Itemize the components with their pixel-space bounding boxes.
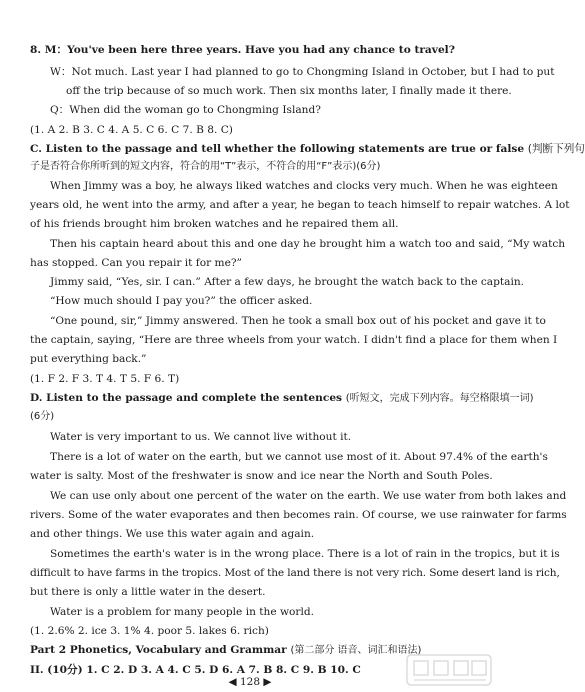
page-number-text: 128 xyxy=(239,676,261,688)
q8-w1: W：Not much. Last year I had planned to go to Chongming Island in October, but I had to put xyxy=(50,66,555,78)
sectionD-p3a: We can use only about one percent of the water on the earth. We use water from both lakes and xyxy=(50,490,567,502)
sectionC-p1b: years old, he went into the army, and after a year, he began to teach himself to repair watches. A lot xyxy=(30,199,570,211)
sectionC-title xyxy=(30,143,585,156)
part2-ii-text: II. (10分) 1. C 2. D 3. A 4. C 5. D 6. A 7. B 8. C 9. B 10. C xyxy=(30,664,361,676)
q8-m: 8. M：You've been here three years. Have you had any chance to travel? xyxy=(30,44,455,56)
sectionD-p4a: Sometimes the earth's water is in the wrong place. There is a lot of rain in the tropics, but it is xyxy=(50,548,560,560)
part2-title-en: Part 2 Phonetics, Vocabulary and Grammar xyxy=(30,644,287,656)
sectionC-p2a: Then his captain heard about this and one day he brought him a watch too and said, “My watch xyxy=(50,238,566,250)
sectionC-p5a: “One pound, sir,” Jimmy answered. Then he took a small box out of his pocket and gave it to xyxy=(50,315,546,327)
sectionD-p3c: and other things. We use this water again and again. xyxy=(30,528,315,540)
q8-w2: off the trip because of so much work. Then six months later, I finally made it there. xyxy=(66,85,512,97)
sectionD-p2a: There is a lot of water on the earth, but we cannot use most of it. About 97.4% of the earth's xyxy=(50,451,548,463)
sectionC-title-cn1: (判断下列句 xyxy=(527,143,585,155)
sectionC-p5c: put everything back.” xyxy=(30,353,147,365)
prev-arrow-icon: ◀ xyxy=(228,676,237,688)
sectionC-title-cn2: 子是否符合你所听到的短文内容，符合的用“T”表示，不符合的用“F”表示)(6分) xyxy=(30,161,381,172)
part2-title xyxy=(30,644,470,658)
sectionC-p4: “How much should I pay you?” the officer asked. xyxy=(50,295,313,307)
sectionD-title-cn: (听短文，完成下列内容。每空格限填一词) xyxy=(345,393,534,404)
sectionD-title-en: D. Listen to the passage and complete the sentences xyxy=(30,392,343,404)
sectionC-p1a: When Jimmy was a boy, he always liked watches and clocks very much. When he was eighteen xyxy=(50,180,558,192)
sectionC-p3: Jimmy said, “Yes, sir. I can.” After a few days, he brought the watch back to the captain. xyxy=(50,276,525,288)
sectionD-p1: Water is very important to us. We cannot live without it. xyxy=(50,431,352,443)
next-arrow-icon: ▶ xyxy=(263,676,272,688)
sectionD-p3b: rivers. Some of the water evaporates and then becomes rain. Of course, we use rainwater for farms xyxy=(30,509,567,521)
q8-q: Q：When did the woman go to Chongming Island? xyxy=(50,104,321,116)
sectionD-answers: (1. 2.6% 2. ice 3. 1% 4. poor 5. lakes 6. rich) xyxy=(30,625,269,637)
q8-answers: (1. A 2. B 3. C 4. A 5. C 6. C 7. B 8. C) xyxy=(30,124,233,136)
watermark-logo xyxy=(406,654,492,686)
sectionD-p4b: difficult to have farms in the tropics. Most of the land there is not very rich. Some desert land is rich, xyxy=(30,567,560,579)
sectionD-title xyxy=(30,392,534,406)
sectionD-p2b: water is salty. Most of the freshwater is snow and ice near the North and South Poles. xyxy=(30,470,493,482)
sectionC-p5b: the captain, saying, “Here are three wheels from your watch. I didn't find a place for them when I xyxy=(30,334,558,346)
sectionC-answers: (1. F 2. F 3. T 4. T 5. F 6. T) xyxy=(30,373,180,385)
part2-title-cn: (第二部分 语音、词汇和语法) xyxy=(290,645,422,656)
sectionD-p5: Water is a problem for many people in the world. xyxy=(50,606,315,618)
sectionD-p4c: but there is only a little water in the desert. xyxy=(30,586,266,598)
sectionC-p2b: has stopped. Can you repair it for me?” xyxy=(30,257,242,269)
sectionD-score: (6分) xyxy=(30,411,55,422)
sectionC-title-en: C. Listen to the passage and tell whether the following statements are true or false xyxy=(30,143,525,155)
sectionC-p1c: of his friends brought him broken watches and he repaired them all. xyxy=(30,218,399,230)
